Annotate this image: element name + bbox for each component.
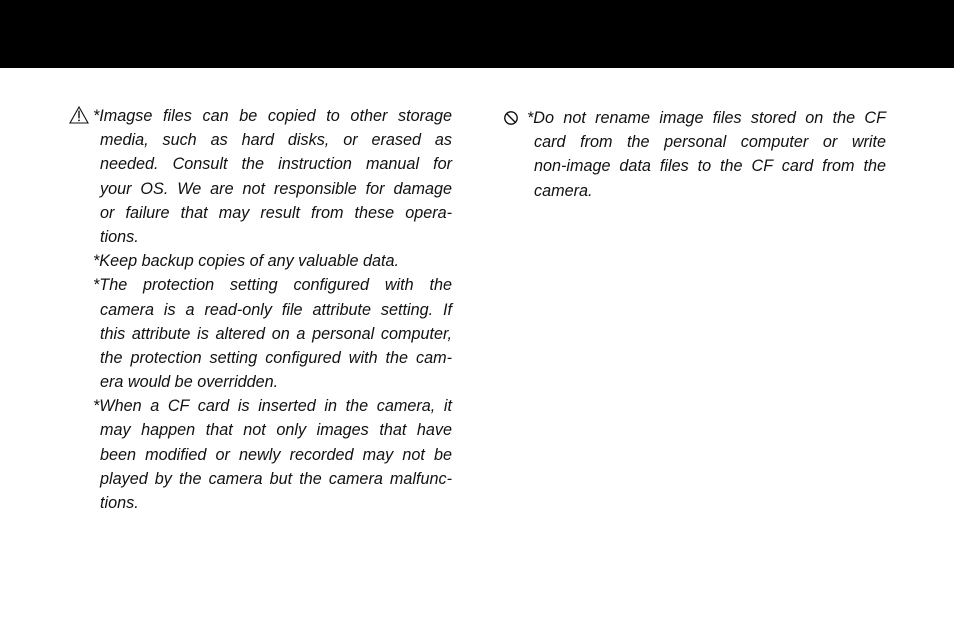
prohibited-icon bbox=[503, 110, 519, 126]
note-line: camera. bbox=[534, 181, 593, 200]
note-line: card from the personal computer or write bbox=[534, 133, 886, 152]
right-notes-column bbox=[503, 106, 886, 203]
note-line: camera is a read-only file attribute setting. If bbox=[100, 300, 452, 319]
note-line: non-image data files to the CF card from the bbox=[534, 157, 886, 176]
note-protection-setting bbox=[69, 273, 452, 394]
note-line: played by the camera but the camera malfunc- bbox=[100, 469, 452, 488]
note-line: your OS. We are not responsible for damage bbox=[100, 179, 452, 198]
note-line: *When a CF card is inserted in the camera, it bbox=[93, 397, 452, 416]
note-line: been modified or newly recorded may not be bbox=[100, 445, 452, 464]
note-line: may happen that not only images that have bbox=[100, 421, 452, 440]
warning-triangle-icon bbox=[69, 106, 89, 124]
note-line: media, such as hard disks, or erased as bbox=[100, 131, 452, 150]
note-line: era would be overridden. bbox=[100, 373, 279, 392]
note-line: *Imagse files can be copied to other storage bbox=[93, 107, 452, 125]
note-line: needed. Consult the instruction manual for bbox=[100, 155, 452, 174]
left-notes-column bbox=[69, 104, 452, 515]
note-cf-card-inserted bbox=[69, 394, 452, 515]
note-line: *The protection setting configured with the bbox=[93, 276, 452, 295]
note-line: tions. bbox=[100, 227, 139, 246]
note-line: or failure that may result from these opera- bbox=[100, 203, 452, 222]
note-rename-files bbox=[503, 106, 886, 203]
note-line: *Do not rename image files stored on the CF bbox=[527, 109, 886, 127]
note-backup bbox=[69, 249, 452, 273]
note-line: this attribute is altered on a personal computer, bbox=[100, 324, 452, 343]
note-storage-media bbox=[69, 104, 452, 249]
header-bar bbox=[0, 0, 954, 68]
note-line: tions. bbox=[100, 494, 139, 512]
note-line: the protection setting configured with the cam- bbox=[100, 348, 452, 367]
note-line: *Keep backup copies of any valuable data. bbox=[93, 252, 399, 271]
